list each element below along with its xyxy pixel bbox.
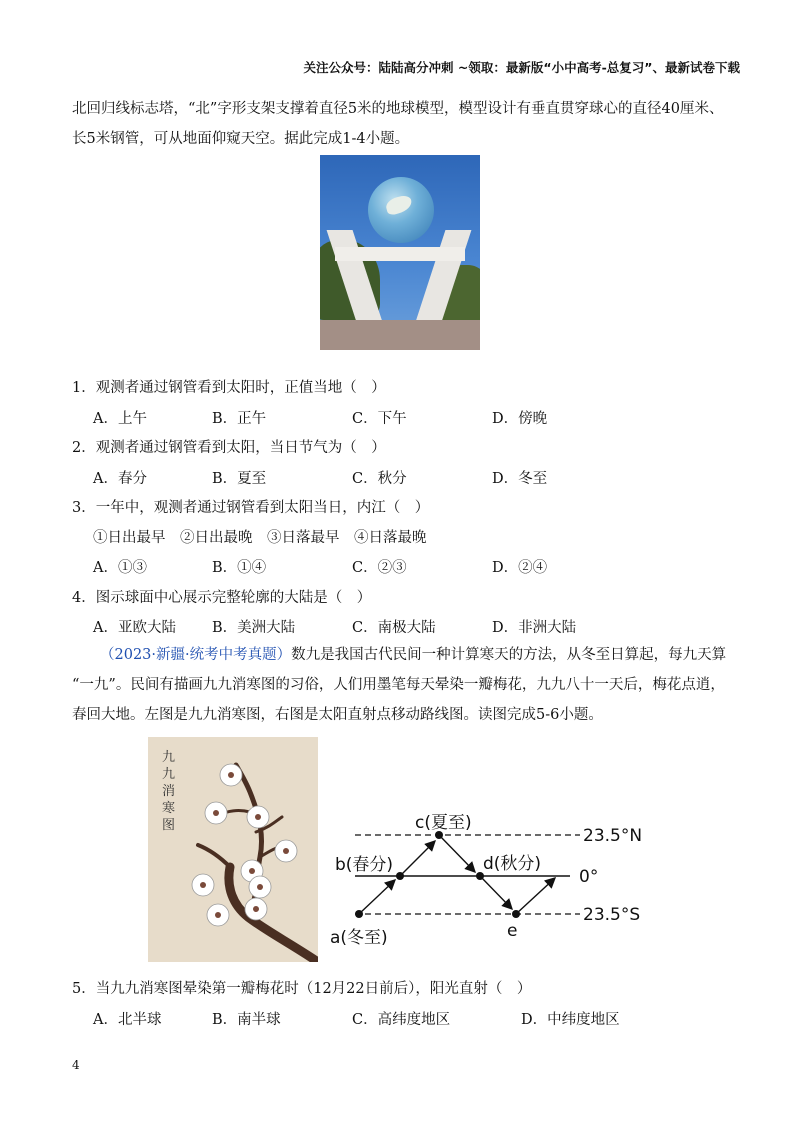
q1-option-c[interactable]: C．下午 [352,411,407,427]
path-c-to-d [439,835,475,872]
plum-branch-illustration [148,737,318,962]
subsolar-point-diagram [325,808,655,950]
question-2-stem: 2．观测者通过钢管看到太阳，当日节气为（ ） [72,440,386,456]
q1-option-a[interactable]: A．上午 [93,411,147,427]
question-4-stem: 4．图示球面中心展示完整轮廓的大陆是（ ） [72,590,372,606]
q1-option-b[interactable]: B．正午 [212,411,267,427]
path-e-to-next [516,878,555,914]
q2-option-d[interactable]: D．冬至 [492,471,548,487]
section-2-line-3: 春回大地。左图是九九消寒图，右图是太阳直射点移动路线图。读图完成5-6小题。 [72,707,603,723]
label-b: b(春分) [335,855,394,875]
q3-option-c[interactable]: C．②③ [352,560,407,576]
label-e: e [507,921,518,941]
q5-option-a[interactable]: A．北半球 [93,1012,162,1028]
q2-option-a[interactable]: A．春分 [93,471,147,487]
section-2-paragraph [72,640,732,730]
nine-nines-plum-painting [148,737,318,962]
q4-option-d[interactable]: D．非洲大陆 [492,620,577,636]
point-b [396,872,404,880]
question-1-stem: 1．观测者通过钢管看到太阳时，正值当地（ ） [72,380,386,396]
label-c: c(夏至) [415,813,472,833]
q3-option-a[interactable]: A．①③ [93,560,147,576]
point-a [355,910,363,918]
intro-line-2: 长5米钢管，可从地面仰窥天空。据此完成1-4小题。 [72,131,410,147]
page-header: 关注公众号：陆陆高分冲刺 ~领取：最新版“小中高考-总复习”、最新试卷下载 [303,60,740,75]
q5-option-c[interactable]: C．高纬度地区 [352,1012,451,1028]
path-a-to-b [359,880,395,914]
painting-title: 九 九 消 寒 图 [162,750,176,833]
q3-option-d[interactable]: D．②④ [492,560,548,576]
q4-option-b[interactable]: B．美洲大陆 [212,620,296,636]
question-3-stem: 3．一年中，观测者通过钢管看到太阳当日，内江（ ） [72,500,430,516]
continent-shape [384,194,413,216]
label-23-5-s: 23.5°S [583,905,641,925]
section-2-line-1-text: 数九是我国古代民间一种计算寒天的方法，从冬至日算起，每九天算 [291,647,727,663]
section-2-line-2: “一九”。民间有描画九九消寒图的习俗，人们用墨笔每天晕染一瓣梅花，九九八十一天后，梅花点逍， [72,677,725,693]
point-e [512,910,520,918]
q4-option-a[interactable]: A．亚欧大陆 [93,620,176,636]
label-d: d(秋分) [483,854,542,874]
question-5-stem: 5．当九九消寒图晕染第一瓣梅花时（12月22日前后），阳光直射（ ） [72,981,532,997]
source-tag: （2023·新疆·统考中考真题） [100,647,292,663]
page-number: 4 [72,1058,80,1072]
support-beam [335,247,465,261]
q3-option-b[interactable]: B．①④ [212,560,267,576]
path-d-to-e [480,876,512,909]
section-2-line-1 [72,640,732,670]
q3-sub-items: ①日出最早 ②日出最晚 ③日落最早 ④日落最晚 [93,530,427,546]
q1-option-d[interactable]: D．傍晚 [492,411,548,427]
q2-option-b[interactable]: B．夏至 [212,471,267,487]
path-b-to-c [400,841,435,876]
q5-option-b[interactable]: B．南半球 [212,1012,281,1028]
ground-base [320,320,480,350]
q2-option-c[interactable]: C．秋分 [352,471,407,487]
label-a: a(冬至) [330,928,388,948]
intro-line-1: 北回归线标志塔，“北”字形支架支撑着直径5米的地球模型，模型设计有垂直贯穿球心的直径40厘米、 [72,101,724,117]
label-equator: 0° [579,867,599,887]
intro-paragraph [72,94,732,154]
tropic-of-cancer-tower-photo [320,155,480,350]
globe-model [368,177,434,243]
q5-option-d[interactable]: D．中纬度地区 [521,1012,620,1028]
label-23-5-n: 23.5°N [583,826,643,846]
q4-option-c[interactable]: C．南极大陆 [352,620,436,636]
